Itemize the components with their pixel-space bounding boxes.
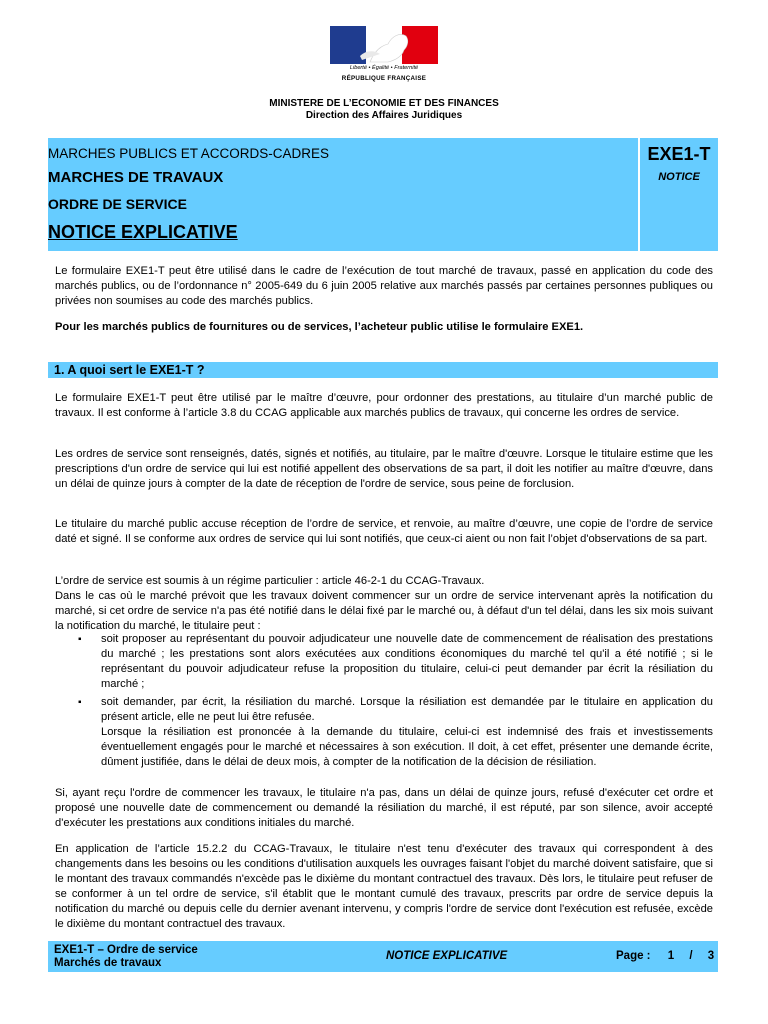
form-code: EXE1-T (647, 144, 711, 164)
title-box (48, 138, 718, 251)
section-1-paragraph-5: Dans le cas où le marché prévoit que les travaux doivent commencer sur un ordre de service intervenant après la notification du marché, si cet ordre de service n'a pas été notifié dans le délai fixé par le marché ou, à défaut d'un tel délai, dans les six mois suivant la notification du marché, le titulaire peut : (55, 590, 713, 633)
footer-form-name: EXE1-T – Ordre de service (54, 944, 198, 956)
section-1-paragraph-2: Les ordres de service sont renseignés, datés, signés et notifiés, au titulaire, par le maître d'œuvre. Lorsque le titulaire estime que les prescriptions d'un ordre de service qui lui est notifié appellent des observations de sa part, il doit les notifier au maître d'œuvre, dans un délai de quinze jours à compter de la date de réception de l'ordre de service, sous peine de forclusion. (55, 448, 713, 491)
bullet-marker: ▪ (78, 697, 82, 708)
form-tag: NOTICE (658, 171, 700, 183)
section-1-paragraph-3: Le titulaire du marché public accuse réception de l’ordre de service, et renvoie, au maître d’œuvre, une copie de l’ordre de service daté et signé. Il se conforme aux ordres de service qui lui sont notifiés, que ceux-ci aient ou non fait l’objet d'observations de sa part. (55, 518, 713, 546)
header-line-3: ORDRE DE SERVICE (48, 196, 187, 212)
section-1-paragraph-6: Si, ayant reçu l'ordre de commencer les travaux, le titulaire n'a pas, dans un délai de quinze jours, refusé d'exécuter cet ordre et proposé une nouvelle date de commencement ou demandé la résiliation du marché, il est réputé, par son silence, avoir accepté d'exécuter les prestations aux conditions initiales du marché. (55, 787, 713, 830)
header-line-1: MARCHES PUBLICS ET ACCORDS-CADRES (48, 146, 330, 161)
section-1-header (48, 362, 718, 378)
ministry-name: MINISTERE DE L’ECONOMIE ET DES FINANCES (269, 98, 499, 109)
page-footer (48, 941, 718, 972)
bullet-item-2-continued: Lorsque la résiliation est prononcée à la demande du titulaire, celui-ci est indemnisé des frais et investissements éventuellement engagés pour le marché et nécessaires à son exécution. Il doit, à cet effet, présenter une demande écrite, dûment justifiée, dans le délai de deux mois, à compter de la notification de la décision de résiliation. (101, 726, 713, 769)
section-1-paragraph-4: L’ordre de service est soumis à un régime particulier : article 46-2-1 du CCAG-Travaux. (55, 575, 485, 587)
page-total: 3 (707, 950, 715, 962)
section-1-paragraph-1: Le formulaire EXE1-T peut être utilisé par le maître d’œuvre, pour ordonner des prestations, au titulaire d’un marché public de travaux. Il est conforme à l’article 3.8 du CCAG applicable aux marchés publics de travaux, qui concerne les ordres de service. (55, 392, 713, 420)
section-1-title: 1. A quoi sert le EXE1-T ? (54, 363, 205, 377)
page-separator: / (689, 950, 693, 962)
header-title: NOTICE EXPLICATIVE (48, 222, 238, 242)
intro-note: Pour les marchés publics de fournitures ou de services, l’acheteur public utilise le formulaire EXE1. (55, 321, 584, 333)
page-indicator (616, 950, 714, 962)
ministry-block (0, 98, 768, 122)
marianne-flag-icon (330, 26, 438, 64)
ministry-direction: Direction des Affaires Juridiques (305, 110, 463, 121)
footer-market-type: Marchés de travaux (54, 957, 162, 969)
footer-left (54, 944, 198, 970)
page-current: 1 (667, 950, 675, 962)
intro-paragraph: Le formulaire EXE1-T peut être utilisé dans le cadre de l’exécution de tout marché de travaux, passé en application du code des marchés publics, ou de l’ordonnance n° 2005-649 du 6 juin 2005 relative aux marchés passés par certaines personnes publiques ou privées non soumises au code des marchés publics. (55, 265, 713, 308)
page-label: Page : (616, 950, 651, 962)
footer-document-type: NOTICE EXPLICATIVE (386, 950, 508, 962)
republic-name: RÉPUBLIQUE FRANÇAISE (341, 75, 427, 82)
bullet-item-2: soit demander, par écrit, la résiliation du marché. Lorsque la résiliation est demandée par le titulaire en application du présent article, elle ne peut lui être refusée. (101, 696, 713, 724)
republic-motto: Liberté • Égalité • Fraternité (349, 65, 419, 71)
republic-logo (330, 26, 438, 88)
bullet-marker: ▪ (78, 634, 82, 645)
bullet-item-1: soit proposer au représentant du pouvoir adjudicateur une nouvelle date de commencement de réalisation des prestations du marché ; les prestations sont alors exécutées aux conditions économiques du marché tel qu'il a été notifié ; si le représentant du pouvoir adjudicateur refuse la proposition du titulaire, celui-ci peut demander par écrit la résiliation du marché ; (101, 633, 713, 691)
section-1-paragraph-7: En application de l’article 15.2.2 du CCAG-Travaux, le titulaire n'est tenu d'exécuter des travaux qui correspondent à des changements dans les besoins ou les conditions d'utilisation auxquels les ouvrages faisant l'objet du marché doivent satisfaire, que si le montant des travaux commandés n'excède pas le dixième du montant contractuel des travaux. Dès lors, le titulaire peut refuser de se conformer à un tel ordre de service, s'il établit que le montant cumulé des travaux, prescrits par ordre de service depuis la notification du marché ou depuis celle du dernier avenant intervenu, y compris l'ordre de service dont l'exécution est refusée, excède le dixième du montant contractuel des travaux. (55, 843, 713, 931)
header-line-2: MARCHES DE TRAVAUX (48, 169, 224, 186)
